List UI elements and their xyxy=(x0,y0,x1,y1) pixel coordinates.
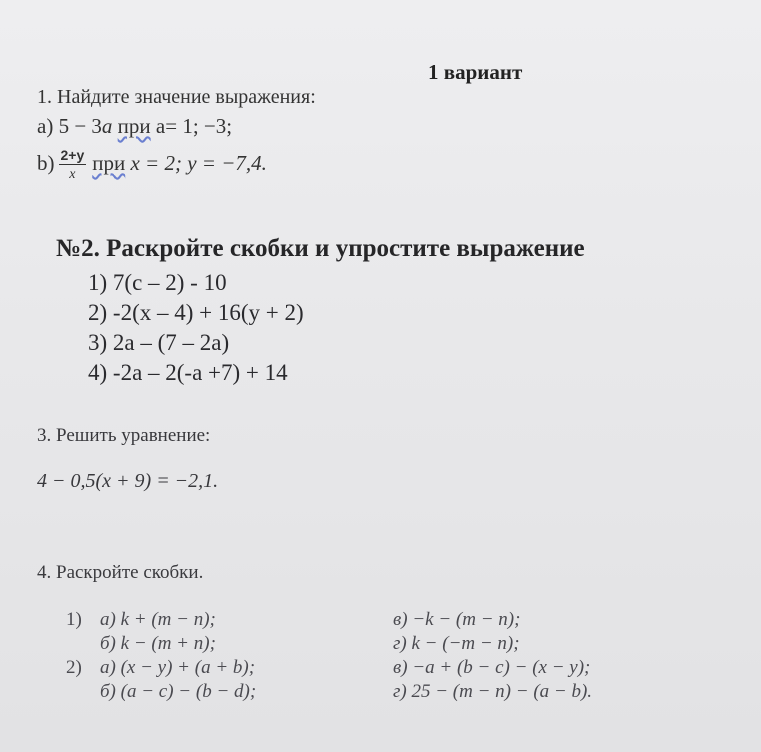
task2-item: 3) 2a – (7 – 2a) xyxy=(88,330,230,355)
task2-item: 2) -2(x – 4) + 16(y + 2) xyxy=(88,300,304,325)
task1-a-label: a) 5 − 3 xyxy=(37,114,102,138)
task1-title: 1. Найдите значение выражения: xyxy=(37,86,316,108)
task4-row xyxy=(66,632,592,656)
task4-grid xyxy=(66,608,592,704)
task1-item-b xyxy=(37,148,267,182)
task2-title: №2. Раскройте скобки и упростите выражение xyxy=(56,235,585,262)
task4-right-expression: в) −a + (b − c) − (x − y); xyxy=(393,657,591,678)
task1-b-rest: x = 2; y = −7,4. xyxy=(125,150,267,175)
task1-item-a xyxy=(37,114,232,139)
task4-left-expression: б) (a − c) − (b − d); xyxy=(100,681,257,702)
task4-left-expression: a) k + (m − n); xyxy=(100,609,216,630)
task1-b-label: b) xyxy=(37,150,55,175)
fraction-numerator: 2+y xyxy=(60,147,85,163)
task3-equation: 4 − 0,5(x + 9) = −2,1. xyxy=(37,470,219,492)
task4-row-number: 1) xyxy=(66,609,82,630)
task4-right-expression: в) −k − (m − n); xyxy=(393,609,521,630)
task1-a-at: при xyxy=(117,114,151,138)
task4-row xyxy=(66,608,592,632)
task4-right-expression: г) 25 − (m − n) − (a − b). xyxy=(393,681,593,702)
task4-row xyxy=(66,656,592,680)
task2-item: 1) 7(c – 2) - 10 xyxy=(88,270,227,295)
task4-row-number xyxy=(66,632,100,656)
task2-list xyxy=(88,268,304,388)
task4-row xyxy=(66,680,592,704)
variant-heading: 1 вариант xyxy=(428,60,523,84)
task1-b-at: при xyxy=(92,150,126,175)
task1-a-variable: a xyxy=(101,114,113,138)
task1-b-fraction xyxy=(59,148,87,182)
task1-a-rest: a= 1; −3; xyxy=(150,114,233,138)
task4-right-expression: г) k − (−m − n); xyxy=(393,633,520,654)
task4-left-expression: a) (x − y) + (a + b); xyxy=(100,657,256,678)
task4-left-expression: б) k − (m + n); xyxy=(100,633,216,654)
task3-title: 3. Решить уравнение: xyxy=(37,425,211,446)
task4-row-number: 2) xyxy=(66,657,82,678)
task4-row-number xyxy=(66,680,100,704)
task4-title: 4. Раскройте скобки. xyxy=(37,562,204,583)
fraction-denominator: x xyxy=(69,167,76,182)
task2-item: 4) -2a – 2(-a +7) + 14 xyxy=(88,360,288,385)
